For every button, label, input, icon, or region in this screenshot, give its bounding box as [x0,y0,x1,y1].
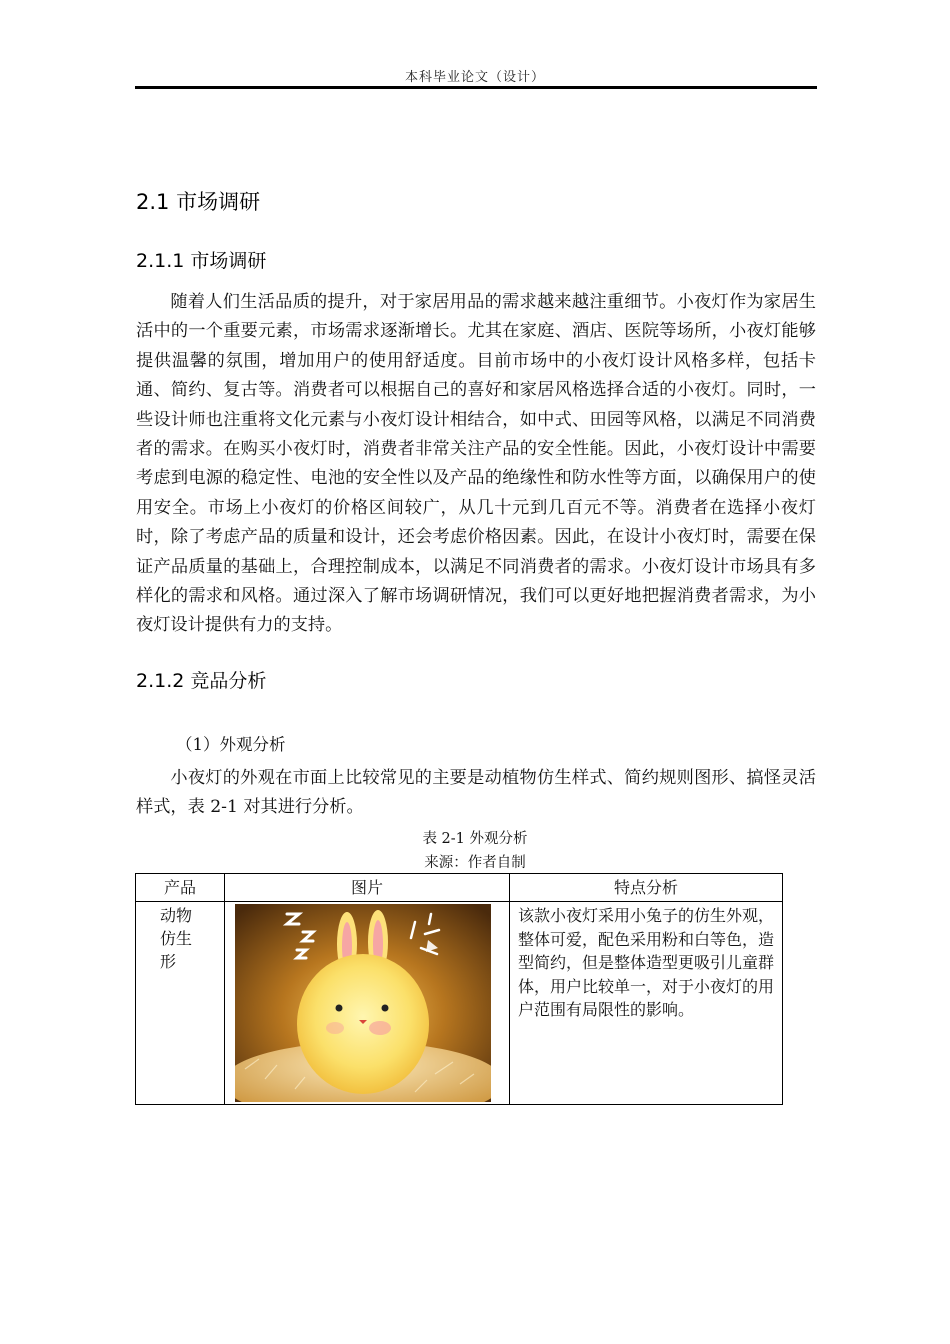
feature-description: 该款小夜灯采用小兔子的仿生外观，整体可爱，配色采用粉和白等色，造型简约，但是整体造型更吸引儿童群体，用户比较单一，对于小夜灯的用户范围有局限性的影响。 [518,906,775,1019]
appearance-paragraph: 小夜灯的外观在市面上比较常见的主要是动植物仿生样式、简约规则图形、搞怪灵活样式，表 2-1 对其进行分析。 [136,768,816,818]
product-cell [136,902,225,1105]
table-caption: 表 2-1 外观分析 [422,831,528,847]
rabbit-night-light-image [235,904,491,1102]
header-product: 产品 [136,874,225,902]
feature-cell [510,902,783,1105]
product-name: 动物仿生形 [160,906,193,971]
image-cell [225,902,510,1105]
subsection-heading-2-1-1: 2.1.1 市场调研 [136,250,267,272]
section-heading-2-1: 2.1 市场调研 [136,190,261,214]
appearance-analysis-table [135,873,783,1105]
table-header-row [136,874,783,902]
header-image: 图片 [225,874,510,902]
running-header: 本科毕业论文（设计） [404,70,545,85]
header-rule [135,86,817,89]
appearance-analysis-subheading: （1）外观分析 [176,735,286,754]
subsection-heading-2-1-2: 2.1.2 竞品分析 [136,670,267,692]
header-features: 特点分析 [510,874,783,902]
table-row [136,902,783,1105]
market-research-paragraph: 随着人们生活品质的提升，对于家居用品的需求越来越注重细节。小夜灯作为家居生活中的一个重要元素，市场需求逐渐增长。尤其在家庭、酒店、医院等场所，小夜灯能够提供温馨的氛围，增加用户的使用舒适度。目前市场中的小夜灯设计风格多样，包括卡通、简约、复古等。消费者可以根据自己的喜好和家居风格选择合适的小夜灯。同时，一些设计师也注重将文化元素与小夜灯设计相结合，如中式、田园等风格，以满足不同消费者的需求。在购买小夜灯时，消费者非常关注产品的安全性能。因此，小夜灯设计中需要考虑到电源的稳定性、电池的安全性以及产品的绝缘性和防水性等方面，以确保用户的使用安全。市场上小夜灯的价格区间较广，从几十元到几百元不等。消费者在选择小夜灯时，除了考虑产品的质量和设计，还会考虑价格因素。因此，在设计小夜灯时，需要在保证产品质量的基础上，合理控制成本，以满足不同消费者的需求。小夜灯设计市场具有多样化的需求和风格。通过深入了解市场调研情况，我们可以更好地把握消费者需求，为小夜灯设计提供有力的支持。 [136,292,816,636]
table-source: 来源：作者自制 [424,855,526,871]
